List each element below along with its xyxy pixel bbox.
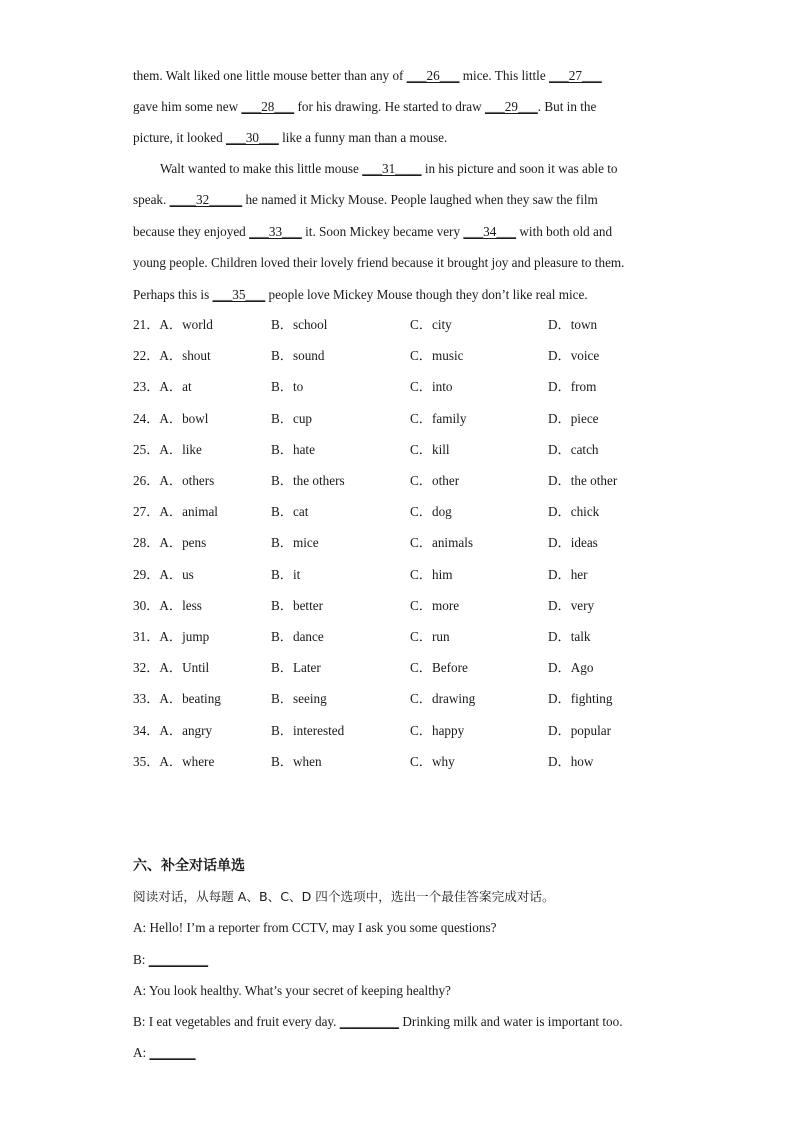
passage-line-1	[133, 67, 673, 85]
option-d: D．very	[548, 597, 595, 613]
option-c: C．music	[410, 348, 464, 364]
option-b: B．when	[271, 753, 322, 769]
option-d: D．Ago	[548, 660, 594, 676]
text: B:	[133, 952, 149, 967]
option-row	[133, 441, 733, 459]
option-row	[133, 472, 733, 490]
option-row	[133, 566, 733, 584]
option-b: B．Later	[271, 660, 321, 676]
option-d: D．catch	[548, 441, 599, 457]
option-d: D．town	[548, 317, 598, 332]
option-a: 25．A．like	[133, 441, 202, 457]
option-d: D．how	[548, 753, 594, 769]
passage-line-5	[133, 191, 673, 209]
blank-26: ___26___	[406, 68, 460, 83]
option-b: B．school	[271, 317, 328, 332]
option-row	[133, 316, 733, 334]
option-b: B．to	[271, 379, 304, 395]
option-d: D．chick	[548, 504, 600, 520]
option-b: B．the others	[271, 473, 345, 488]
text: Walt wanted to make this little mouse	[160, 161, 363, 176]
section-title: 六、补全对话单选	[133, 858, 245, 874]
option-row	[133, 628, 733, 646]
option-row	[133, 534, 733, 552]
text: people love Mickey Mouse though they don’t like real mice.	[265, 287, 588, 302]
blank-33: ___33___	[249, 224, 302, 239]
option-row	[133, 597, 733, 615]
option-row	[133, 659, 733, 677]
option-c: C．why	[410, 753, 455, 769]
option-a: 29．A．us	[133, 566, 194, 582]
option-b: B．seeing	[271, 691, 327, 707]
text: . But in the	[537, 99, 597, 114]
option-c: C．happy	[410, 722, 465, 738]
passage-line-4	[160, 160, 700, 178]
blank-31: ___31____	[362, 161, 422, 176]
section-instruction: 阅读对话，从每题 A、B、C、D 四个选项中，选出一个最佳答案完成对话。	[133, 889, 555, 904]
option-a: 30．A．less	[133, 597, 202, 613]
text: for his drawing. He started to draw	[294, 99, 485, 114]
option-a: 33．A．beating	[133, 691, 221, 707]
text: Perhaps this is	[133, 287, 213, 302]
option-d: D．from	[548, 379, 597, 395]
option-c: C．him	[410, 566, 453, 582]
blank-35: ___35___	[212, 287, 266, 302]
option-b: B．dance	[271, 629, 324, 644]
option-a: 32．A．Until	[133, 660, 210, 676]
text: them. Walt liked one little mouse better than any of	[133, 68, 407, 83]
option-d: D．the other	[548, 473, 618, 488]
passage-line-3	[133, 129, 673, 147]
text: mice. This little	[459, 68, 549, 83]
option-c: C．into	[410, 379, 453, 395]
option-a: 22．A．shout	[133, 348, 211, 364]
passage-line-2	[133, 98, 673, 116]
option-b: B．mice	[271, 535, 319, 551]
option-b: B．it	[271, 566, 301, 582]
option-c: C．drawing	[410, 691, 476, 707]
option-row	[133, 347, 733, 365]
dialogue-line-1: A: Hello! I’m a reporter from CCTV, may I ask you some questions?	[133, 920, 497, 935]
option-a: 27．A．animal	[133, 504, 218, 520]
text: he named it Micky Mouse. People laughed when they saw the film	[242, 192, 598, 207]
blank-34: ___34___	[463, 224, 517, 239]
blank-29: ___29___	[484, 99, 538, 114]
dialogue-line-4	[133, 1013, 673, 1031]
option-d: D．her	[548, 566, 588, 582]
option-a: 28．A．pens	[133, 535, 207, 551]
option-b: B．cup	[271, 410, 313, 426]
option-a: 31．A．jump	[133, 629, 210, 644]
option-b: B．hate	[271, 441, 315, 457]
option-a: 21．A．world	[133, 317, 213, 332]
text: like a funny man than a mouse.	[278, 130, 448, 145]
text: gave him some new	[133, 99, 242, 114]
text: because they enjoyed	[133, 224, 250, 239]
text: with both old and	[516, 224, 613, 239]
option-b: B．interested	[271, 722, 345, 738]
option-row	[133, 722, 733, 740]
text: young people. Children loved their lovely friend because it brought joy and pleasure to them.	[133, 255, 625, 270]
option-c: C．kill	[410, 441, 450, 457]
option-b: B．cat	[271, 504, 309, 520]
dialogue-line-2	[133, 951, 673, 969]
blank-27: ___27___	[548, 68, 602, 83]
text: A:	[133, 1045, 150, 1060]
option-c: C．city	[410, 317, 452, 332]
dialogue-blank-1: _________	[148, 952, 209, 967]
option-c: C．other	[410, 473, 460, 488]
option-c: C．family	[410, 410, 467, 426]
option-d: D．talk	[548, 629, 591, 644]
option-c: C．dog	[410, 504, 452, 520]
dialogue-blank-2: _________	[339, 1014, 400, 1029]
option-a: 34．A．angry	[133, 722, 213, 738]
text: B: I eat vegetables and fruit every day.	[133, 1014, 340, 1029]
option-row	[133, 690, 733, 708]
option-c: C．more	[410, 597, 460, 613]
text: speak.	[133, 192, 170, 207]
option-row	[133, 753, 733, 771]
passage-line-8	[133, 286, 673, 304]
option-d: D．voice	[548, 348, 600, 364]
text: picture, it looked	[133, 130, 227, 145]
option-c: C．animals	[410, 535, 474, 551]
option-b: B．better	[271, 597, 324, 613]
option-c: C．run	[410, 629, 450, 644]
text: Drinking milk and water is important too.	[399, 1014, 623, 1029]
text: in his picture and soon it was able to	[421, 161, 618, 176]
option-d: D．ideas	[548, 535, 598, 551]
option-d: D．fighting	[548, 691, 613, 707]
dialogue-blank-3: _______	[149, 1045, 196, 1060]
dialogue-line-3: A: You look healthy. What’s your secret of keeping healthy?	[133, 983, 451, 998]
option-row	[133, 410, 733, 428]
option-row	[133, 503, 733, 521]
option-a: 24．A．bowl	[133, 410, 209, 426]
option-a: 35．A．where	[133, 753, 215, 769]
option-d: D．popular	[548, 722, 611, 738]
passage-line-6	[133, 223, 673, 241]
option-d: D．piece	[548, 410, 599, 426]
option-a: 23．A．at	[133, 379, 192, 395]
option-c: C．Before	[410, 660, 468, 676]
option-a: 26．A．others	[133, 473, 215, 488]
blank-30: ___30___	[226, 130, 279, 145]
text: it. Soon Mickey became very	[301, 224, 464, 239]
blank-32: ____32_____	[169, 192, 243, 207]
option-b: B．sound	[271, 348, 325, 364]
blank-28: ___28___	[241, 99, 295, 114]
passage-line-7	[133, 254, 673, 272]
dialogue-line-5	[133, 1044, 673, 1062]
option-row	[133, 378, 733, 396]
